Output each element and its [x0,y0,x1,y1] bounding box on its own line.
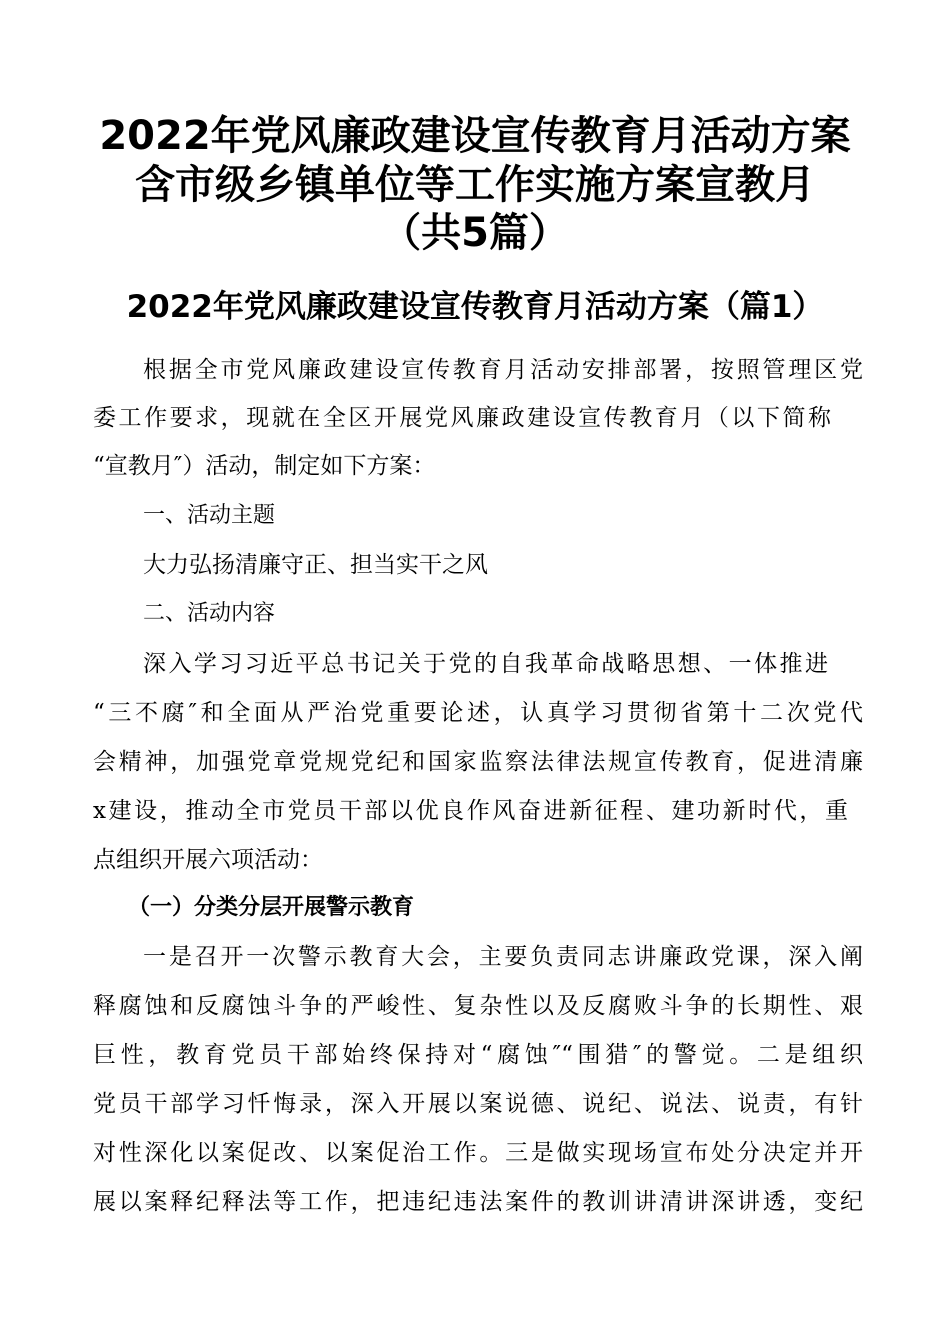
intro-line-3: “宣教月″）活动，制定如下方案： [93,453,436,479]
heading-activity-theme: 一、活动主题 [143,503,276,528]
warning-line-2: 释腐蚀和反腐蚀斗争的严峻性、复杂性以及反腐败斗争的长期性、艰 [93,993,863,1019]
warning-line-6: 展以案释纪释法等工作，把违纪违法案件的教训讲清讲深讲透，变纪 [93,1189,863,1215]
content-line-2: “三不腐″和全面从严治党重要论述，认真学习贯彻省第十二次党代 [93,700,863,726]
heading-activity-content: 二、活动内容 [143,601,276,626]
document-title-line-1: 2022年党风廉政建设宣传教育月活动方案 [99,113,851,159]
intro-line-2: 委工作要求，现就在全区开展党风廉政建设宣传教育月（以下简称 [93,405,831,431]
content-line-3: 会精神，加强党章党规党纪和国家监察法律法规宣传教育，促进清廉 [93,749,863,775]
document-title-line-2: 含市级乡镇单位等工作实施方案宣教月 [135,162,815,208]
warning-line-1: 一是召开一次警示教育大会，主要负责同志讲廉政党课，深入阐 [143,944,863,970]
theme-text: 大力弘扬清廉守正、担当实干之风 [143,552,488,578]
document-title-line-3: （共5篇） [381,210,569,256]
content-line-1: 深入学习习近平总书记关于党的自我革命战略思想、一体推进 [143,651,828,677]
content-line-5: 点组织开展六项活动： [93,847,323,873]
intro-line-1: 根据全市党风廉政建设宣传教育月活动安排部署，按照管理区党 [143,357,863,383]
warning-line-4: 党员干部学习忏悔录，深入开展以案说德、说纪、说法、说责，有针 [93,1091,863,1117]
content-line-4: x建设，推动全市党员干部以优良作风奋进新征程、建功新时代，重 [93,798,848,824]
warning-line-5: 对性深化以案促改、以案促治工作。三是做实现场宣布处分决定并开 [93,1140,863,1166]
section-title: 2022年党风廉政建设宣传教育月活动方案（篇1） [126,289,824,325]
subheading-warning-education: （一）分类分层开展警示教育 [128,895,415,920]
warning-line-3: 巨性，教育党员干部始终保持对“腐蚀″“围猎″的警觉。二是组织 [93,1042,863,1068]
